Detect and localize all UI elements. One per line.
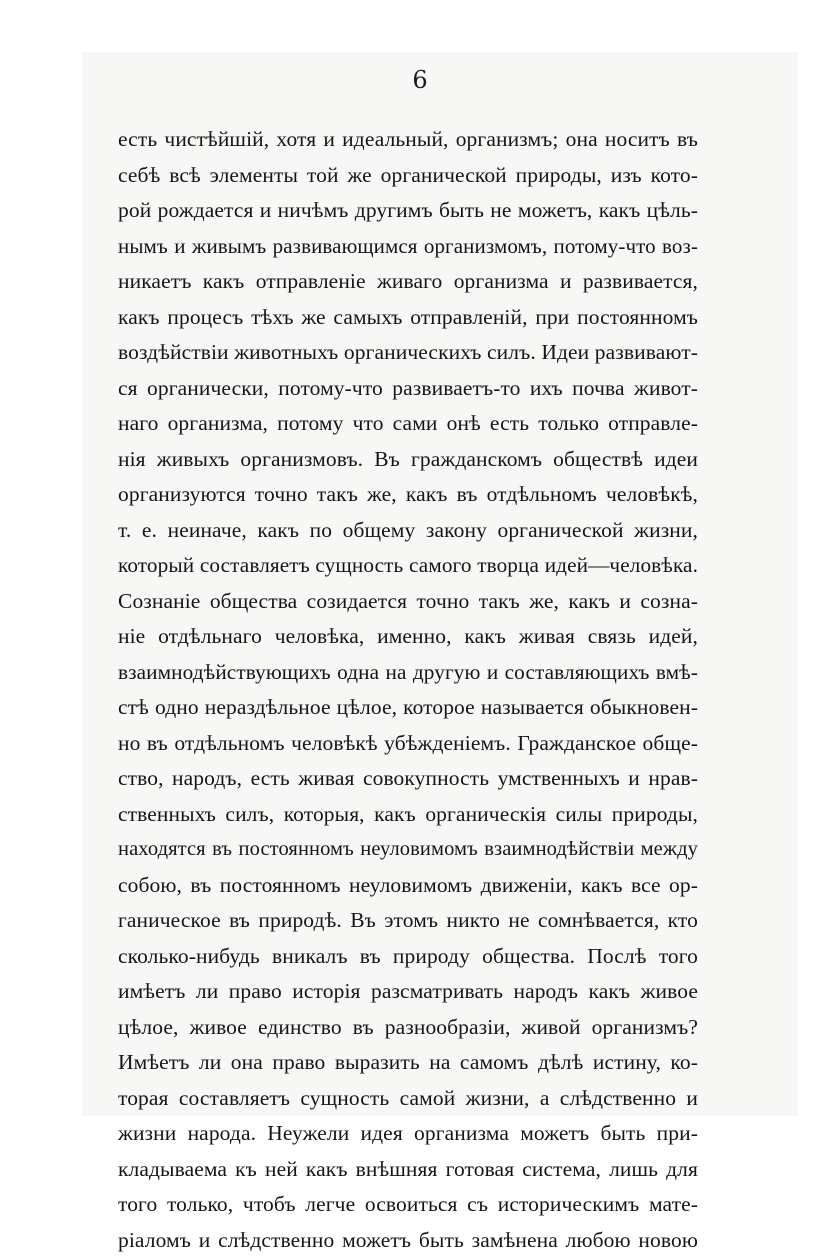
text-line: рой рождается и ничѣмъ другимъ быть не можетъ, какъ цѣль-: [118, 193, 698, 229]
text-line: имѣетъ ли право исторія разсматривать народъ какъ живое: [118, 974, 698, 1010]
text-line: который составляетъ сущность самого творца идей—человѣка.: [118, 548, 698, 584]
text-line: ственныхъ силъ, которыя, какъ органическія силы природы,: [118, 797, 698, 833]
text-line: торая составляетъ сущность самой жизни, а слѣдственно и: [118, 1081, 698, 1117]
page-number: 6: [0, 66, 840, 94]
text-line: нымъ и живымъ развивающимся организмомъ, потому-что воз-: [118, 229, 698, 265]
text-line: сколько-нибудь вникалъ въ природу общества. Послѣ того: [118, 939, 698, 975]
text-line: стѣ одно нераздѣльное цѣлое, которое называется обыкновен-: [118, 690, 698, 726]
text-line: жизни народа. Неужели идея организма можетъ быть при-: [118, 1116, 698, 1152]
text-line: но въ отдѣльномъ человѣкѣ убѣжденіемъ. Гражданское обще-: [118, 726, 698, 762]
text-line: есть чистѣйшій, хотя и идеальный, организмъ; она носитъ въ: [118, 122, 698, 158]
text-line: нія живыхъ организмовъ. Въ гражданскомъ обществѣ идеи: [118, 442, 698, 478]
text-line: ріаломъ и слѣдственно можетъ быть замѣнена любою новою: [118, 1223, 698, 1258]
text-line: никаетъ какъ отправленіе живаго организма и развивается,: [118, 264, 698, 300]
text-line: воздѣйствіи животныхъ органическихъ силъ. Идеи развивают-: [118, 335, 698, 371]
text-line: Имѣетъ ли она право выразить на самомъ дѣлѣ истину, ко-: [118, 1045, 698, 1081]
text-line: какъ процесъ тѣхъ же самыхъ отправленій, при постоянномъ: [118, 300, 698, 336]
text-line: Сознаніе общества созидается точно такъ же, какъ и созна-: [118, 584, 698, 620]
text-line: ганическое въ природѣ. Въ этомъ никто не сомнѣвается, кто: [118, 903, 698, 939]
text-line: находятся въ постоянномъ неуловимомъ взаимнодѣйствіи между: [118, 832, 698, 868]
text-line: ся органически, потому-что развиваетъ-то ихъ почва живот-: [118, 371, 698, 407]
text-line: себѣ всѣ элементы той же органической природы, изъ кото-: [118, 158, 698, 194]
text-line: наго организма, потому что сами онѣ есть только отправле-: [118, 406, 698, 442]
body-text: [118, 122, 698, 1258]
text-line: ніе отдѣльнаго человѣка, именно, какъ живая связь идей,: [118, 619, 698, 655]
text-line: т. е. неиначе, какъ по общему закону органической жизни,: [118, 513, 698, 549]
text-line: ство, народъ, есть живая совокупность умственныхъ и нрав-: [118, 761, 698, 797]
text-line: кладываема къ ней какъ внѣшняя готовая система, лишь для: [118, 1152, 698, 1188]
text-line: цѣлое, живое единство въ разнообразіи, живой организмъ?: [118, 1010, 698, 1046]
text-line: собою, въ постоянномъ неуловимомъ движеніи, какъ все ор-: [118, 868, 698, 904]
text-line: того только, чтобъ легче освоиться съ историческимъ мате-: [118, 1187, 698, 1223]
text-line: взаимнодѣйствующихъ одна на другую и составляющихъ вмѣ-: [118, 655, 698, 691]
text-line: организуются точно такъ же, какъ въ отдѣльномъ человѣкѣ,: [118, 477, 698, 513]
